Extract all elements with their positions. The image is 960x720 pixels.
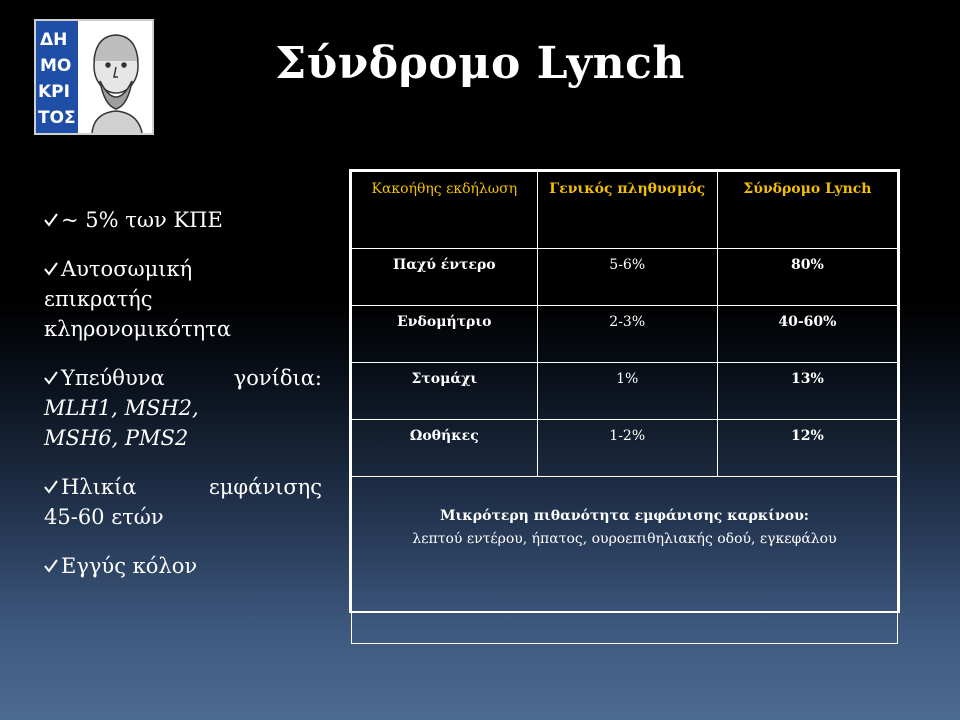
cell-general: 1% xyxy=(537,363,717,420)
cell-lynch: 80% xyxy=(717,249,897,306)
bullet-list xyxy=(44,205,322,600)
logo-letters-4: ΤΟΣ xyxy=(38,108,76,128)
cell-site: Ενδομήτριο xyxy=(352,306,538,363)
bullet-text: Αυτοσωμική xyxy=(61,257,193,281)
bullet-item xyxy=(44,551,322,581)
cell-general: 1-2% xyxy=(537,420,717,477)
gene-list: MLH1, MSH2, xyxy=(44,396,199,420)
lynch-risk-table xyxy=(349,169,900,613)
bullet-text: Υπεύθυνα xyxy=(61,366,165,390)
header-malignancy: Κακοήθης εκδήλωση xyxy=(352,172,538,249)
note-title: Μικρότερη πιθανότητα εμφάνισης καρκίνου: xyxy=(440,508,809,524)
cell-lynch: 12% xyxy=(717,420,897,477)
bullet-text: εμφάνισης xyxy=(208,475,322,499)
logo-letters-1: ΔΗ xyxy=(40,30,68,50)
bullet-item xyxy=(44,472,322,532)
bullet-text: επικρατής xyxy=(44,287,153,311)
bullet-text: γονίδια: xyxy=(233,366,322,390)
checkmark-icon xyxy=(44,213,58,227)
slide-title: Σύνδρομο Lynch xyxy=(275,38,685,89)
cell-site: Ωοθήκες xyxy=(352,420,538,477)
bullet-text: κληρονομικότητα xyxy=(44,317,232,341)
risk-table xyxy=(351,171,898,644)
bullet-text: 45-60 ετών xyxy=(44,505,164,529)
table-row xyxy=(352,363,898,420)
table-header-row xyxy=(352,172,898,249)
bullet-item xyxy=(44,254,322,344)
cell-site: Παχύ έντερο xyxy=(352,249,538,306)
cell-general: 2-3% xyxy=(537,306,717,363)
bullet-text: Ηλικία xyxy=(61,475,137,499)
cell-site: Στομάχι xyxy=(352,363,538,420)
logo-letters-2: ΜΟ xyxy=(40,56,72,76)
table-row xyxy=(352,249,898,306)
table-row xyxy=(352,420,898,477)
cell-lynch: 13% xyxy=(717,363,897,420)
checkmark-icon xyxy=(44,371,58,385)
cell-general: 5-6% xyxy=(537,249,717,306)
bullet-item xyxy=(44,363,322,453)
checkmark-icon xyxy=(44,262,58,276)
checkmark-icon xyxy=(44,480,58,494)
gene-list: MSH6, PMS2 xyxy=(44,426,189,450)
table-note-row xyxy=(352,477,898,644)
bullet-text: ~ 5% των ΚΠΕ xyxy=(61,208,223,232)
cell-lynch: 40-60% xyxy=(717,306,897,363)
table-row xyxy=(352,306,898,363)
checkmark-icon xyxy=(44,559,58,573)
bullet-item xyxy=(44,205,322,235)
table-note xyxy=(352,477,898,644)
bullet-text: Εγγύς κόλον xyxy=(61,554,198,578)
note-text: λεπτού εντέρου, ήπατος, ουροεπιθηλιακής οδού, εγκεφάλου xyxy=(412,531,837,547)
logo-letters-3: ΚΡΙ xyxy=(38,82,70,102)
header-general-population: Γενικός πληθυσμός xyxy=(537,172,717,249)
header-lynch-syndrome: Σύνδρομο Lynch xyxy=(717,172,897,249)
